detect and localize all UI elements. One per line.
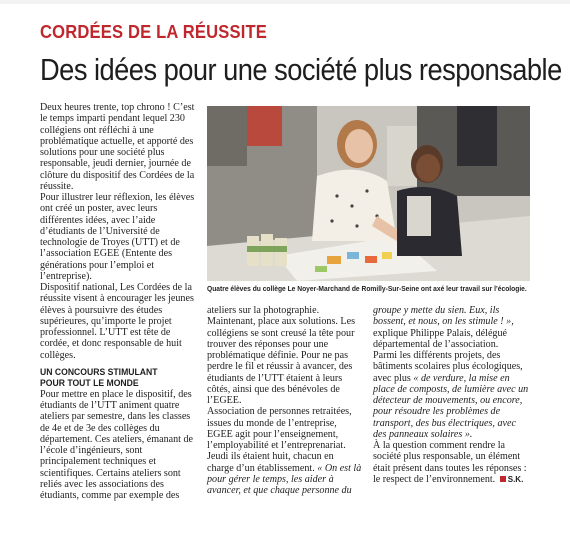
paragraph: ateliers sur la photographie. [207,305,320,316]
paragraph-text: À la question comment rendre la société plus responsable, un élément était présent dans toutes les réponses : le respect de l’environnement. [373,440,527,485]
paragraph [373,305,529,350]
paragraph: Pour illustrer leur réflexion, les élèves ont créé un poster, avec leurs différentes idées, avec l’aide d’étudiants de l’Université de technologie de Troyes (UTT) et de l’association EGEE (Entente des générations pour l’emploi et l’entreprise). [40,192,195,282]
author-signature: S.K. [507,474,524,484]
quote: « de verdure, la mise en place de composts, de lumière avec un détecteur de mouvements, ou encore, pour résoudre les problèmes de transport, des bus électriques, avec des panneaux solaires ». [373,372,529,440]
article-headline: Des idées pour une société plus responsable [40,52,562,87]
paragraph [373,350,529,440]
paragraph [373,440,529,485]
article-column-3 [373,305,529,485]
paragraph-text: explique Philippe Palais, délégué départemental de l’association. [373,327,507,350]
paragraph: Dispositif national, Les Cordées de la réussite visent à encourager les jeunes élèves à poursuivre des études supérieures, qu’importe le projet professionnel. L’UTT est tête de cordée, et donc responsable de huit collèges. [40,282,194,361]
photo-caption: Quatre élèves du collège Le Noyer-Marchand de Romilly-Sur-Seine ont axé leur travail sur l’écologie. [207,284,527,293]
paragraph [207,406,362,496]
paragraph-text: Parmi les différents projets, des bâtiments scolaires plus écologiques, avec plus [373,350,523,384]
article-photo [207,106,530,281]
paragraph-text: Association de personnes retraitées, issues du monde de l’entreprise, EGEE agit pour l’enseignement, l’employabilité et l’entreprenariat. Jeudi ils étaient huit, chacun en charge d’un établissement. [207,406,352,474]
subheading: POUR TOUT LE MONDE [40,377,139,389]
top-rule [0,0,570,4]
end-square-icon [500,476,506,482]
paragraph: Pour mettre en place le dispositif, des étudiants de l’UTT animent quatre ateliers par semestre, dans les classes de 4e et de 3e des collèges du département. Ces ateliers, émanant de l’école d’ingénieurs, sont principalement techniques et scientifiques. Certains ateliers sont reliés avec les associations des étudiants, comme par exemple des [40,388,194,501]
paragraph: Deux heures trente, top chrono ! C’est le temps imparti pendant lequel 230 collégiens ont réfléchi à une problématique actuelle, et apporté des solutions pour une société plus responsable, jeudi dernier, journée de clôture du dispositif des Cordées de la réussite. [40,102,195,192]
article-column-1 [40,102,200,501]
paragraph: Maintenant, place aux solutions. Les collégiens se sont creusé la tête pour trouver des réponses pour une problématique définie. Pour ne pas perdre le fil et réussir à avancer, des étudiants de l’UTT étaient à leurs côtés, ainsi que des bénévoles de l’EGEE. [207,316,356,406]
subheading: UN CONCOURS STIMULANT [40,366,158,378]
section-kicker: CORDÉES DE LA RÉUSSITE [40,22,268,42]
quote: « On est là pour gérer le temps, les aider à avancer, et que chaque personne du [207,462,362,496]
photo-illustration [207,106,530,281]
quote: groupe y mette du sien. Eux, ils bossent, et nous, on les stimule ! », [373,305,514,328]
article-column-2 [207,305,362,496]
